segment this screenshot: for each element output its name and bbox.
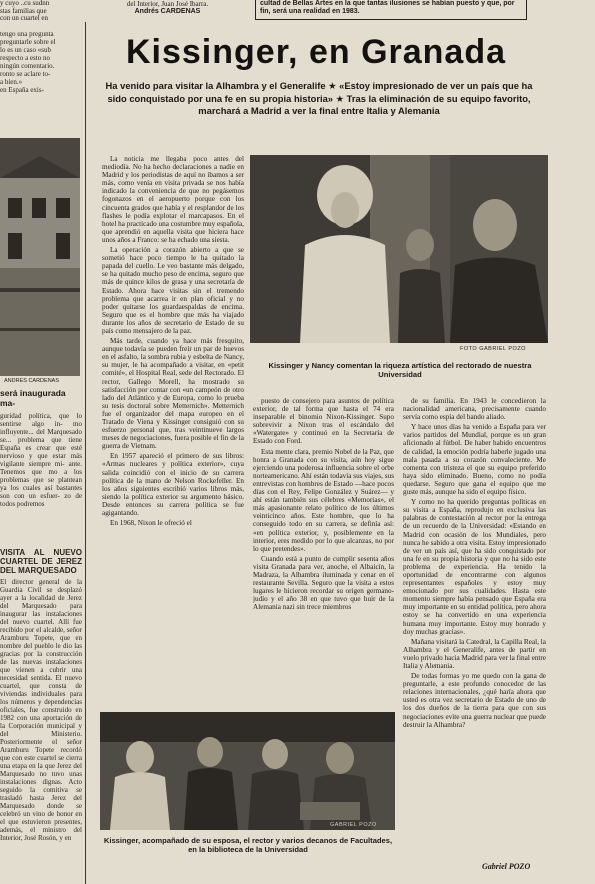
text-line: ronto se aclare to-: [0, 70, 51, 78]
text-line: a bien.»: [0, 78, 23, 86]
barracks-photo-art: [0, 138, 80, 376]
paragraph: En 1957 apareció el primero de sus libros: «Armas nucleares y política exterior», cuya salida coincidió con el inicio de su carrera política de la mano de Nelson Rockefeller. En los años siguientes escribió varios libros más, siendo la política exterior su argumento básico. Desde entonces su carrera política se fue agigantando.: [102, 452, 244, 518]
photo1-credit: FOTO GABRIEL POZO: [460, 346, 526, 352]
paragraph: La noticia me llegaba poco antes del mediodía. No ha hecho declaraciones a nadie en Madrid y los periodistas de aquí no íbamos a ser más, como venía en visita privada se nos había indicado la conveniencia de que no pegásemos fogonazos en el aeropuerto porque con los cincuenta grados que había y el resplandor de los flashes le podía explotar el marcapasos. En el hotel ha practicado una costumbre muy española, que aprendió en aquella visita que hiciera hace unos años a Franco: se ha echado una siesta.: [102, 155, 244, 244]
text-line: lo es un caso «sub: [0, 46, 51, 54]
text-line: del Interior, Juan José Ibarra.: [126, 0, 209, 8]
barracks-photo: [0, 138, 80, 376]
text-line: stas familias que: [0, 6, 47, 15]
paragraph: El director general de la Guardia Civil se desplazó ayer a la localidad de Jerez del Marquesado para inaugurar las instalaciones del nuevo cuartel. Allí fue recibido por el alcalde, señor Aramburu Topete, que en nombre del pueblo le dio las gracias por la construcción de las nuevas instalaciones que vienen a cubrir una necesidad sentida. El nuevo cuartel, que consta de viviendas individuales para los números y dependencias oficiales, fue construido en 1982 con una aportación de la Corporación municipal y del Ministerio. Posteriormente el señor Aramburu Topete recordó que con este cuartel se cierra una etapa en la que Jerez del Marquesado no tuvo unas instalaciones dignas. Acto seguido la comitiva se trasladó hasta Jerez del Marquesado donde se celebró un vino de honor en el que estuvieron presentes, además, el ministro del Interior, José Rosón, y en: [0, 578, 82, 842]
photo2-caption: Kissinger, acompañado de su esposa, el rector y varios decanos de Facultades, en la biblioteca de la Universidad: [103, 836, 393, 854]
paragraph: Y como no ha querido preguntas políticas en su visita a España, reprodujo en exclusiva las palabras de contestación al rector por la entrega de un recuerdo de la Universidad: «Estando en Madrid con ocasión de los Mundiales, pero nunca he sabido a otra visita. Estoy impresionado de ver un país así, que ha sido conquistado por una fe en su propia historia y que no ha sido este problema de experiencia. Ha tenido la oportunidad de encontrarme con algunos representantes españoles y estoy muy emocionado por sus cualidades. Hasta este momento siempre había pensado que España era muy importante en su entidad política, pero ahora estoy se ha convertido en una experiencia humana muy importante. Estoy muy honrado y doy muchas gracias».: [403, 498, 546, 636]
paragraph: Mañana visitará la Catedral, la Capilla Real, la Alhambra y el Generalife, antes de partir en vuelo privado hacia Madrid para ver la final entre Italia y Alemania.: [403, 637, 546, 670]
kissinger-nancy-photo-art: [250, 155, 548, 343]
text-line: preguntarle sobre el: [0, 38, 56, 46]
article-column-1: [102, 155, 244, 710]
top-right-box: cultad de Bellas Artes en la que tantas ilusiones se habían puesto y que, por fin, será una realidad en 1983.: [255, 0, 527, 20]
paragraph: De todas formas yo me quedo con la gana de preguntarle, a este profundo conocedor de las relaciones internacionales, ¿qué haría ahora que usted es otra vez secretario de Estado de uno de los dos dueños de la tierra para que con sus negociaciones evite una guerra nuclear que puede destruir la Alhambra?: [403, 672, 546, 729]
text-line: tengo una pregunta: [0, 30, 54, 38]
paragraph: Más tarde, cuando ya hace más fresquito, aunque todavía se pueden freír un par de huevos en el asfalto, la sombra rubia y esbelta de Nancy, su mujer, le ha acompañado a visitar, en «petit comité», el Hospital Real, sede del Rectorado. El rector, Gallego Morell, ha mostrado su satisfacción por contar con «un campeón de otro lado del Atlántico y de Europa, como lo prueba su tesis doctoral sobre Metternich». Metternich fue el organizador del mapa europeo en el Tratado de Viena y Kissinger consiguió con su esfuerzo personal que, tras veintinueve largos meses de negociaciones, fuera posible el fin de la guerra de Vietnam.: [102, 337, 244, 451]
text-line: con un cuartel en: [0, 14, 49, 22]
paragraph: Esta mente clara, premio Nobel de la Paz, que honra a Granada con su visita, aún hoy sigue ejerciendo una poderosa influencia sobre el orbe norteamericano. Ahí están todavía sus viajes, sus entrevistas con hombres de Estado —hace pocos días con el Rey, Felipe González y Suárez— y ahí están también sus célebres «Memorias», el más apasionante relato político de los últimos veinticinco años. Este hombre, que lo ha conseguido todo en su carrera, se definía así: «en política exterior, y, posiblemente en la interior, eres medido por lo que alcanzas, no por lo que pretendes».: [253, 447, 394, 553]
library-photo-art: [100, 712, 395, 830]
text-line: y cuyo ..cu sudnn: [0, 0, 50, 7]
text-line: respecto a esto no: [0, 54, 50, 62]
paragraph: Cuando está a punto de cumplir sesenta años visita Granada para ver, anoche, el Albaicín, la Madraza, la Alhambra iluminada y cenar en el restaurante Sevilla. Seguro que la visita a estos lugares le hicieron recordar su origen germano-judío y el año 38 en que tuvo que huir de la Alemania nazi sin trece miembros: [253, 554, 394, 612]
sidebar-subheadline: VISITA AL NUEVO CUARTEL DE JEREZ DEL MARQUESADO: [0, 548, 82, 575]
article-headline: Kissinger, en Granada: [125, 33, 507, 71]
author-byline: Andrés CARDENAS: [134, 8, 201, 15]
paragraph: puesto de consejero para asuntos de política exterior, de tal forma que hasta el 74 era inseparable el binomio Nixon-Kissinger. Supo sobrevivir a Nixon tras el escándalo del «Watergate» y continuó en la Secretaría de Estado con Ford.: [253, 397, 394, 446]
article-signature: Gabriel POZO: [482, 862, 531, 871]
text-line: en España exis-: [0, 86, 44, 94]
column-divider: [85, 22, 86, 884]
text-line: ningún comentario.: [0, 62, 55, 70]
top-mid-text: [95, 0, 240, 22]
article-deck: Ha venido para visitar la Alhambra y el Generalife ★ «Estoy impresionado de ver un país que ha sido conquistado por una fe en su propia historia» ★ Tras la eliminación de su equipo favorito, marchará a Madrid a ver la final entre Italia y Alemania: [105, 80, 533, 116]
photo2-credit: GABRIEL POZO: [330, 822, 377, 828]
photo1-caption: Kissinger y Nancy comentan la riqueza artística del rectorado de nuestra Universidad: [268, 361, 532, 379]
paragraph: Y hace unos días ha venido a España para ver varios partidos del Mundial, porque es un gran aficionado al fútbol. De haber habido encuentros de calidad, la emoción podría haberle jugado una mala pasada a su corazón convaleciente. Me comenta con tristeza el que su equipo preferido haya sido eliminado. Bueno, como no podía quedarse. Seguro que gana el equipo que me guste más, aunque ha sido el equipo físico.: [403, 423, 546, 497]
paragraph: guridad política, que lo sentirse algo in- mo influyente... del Marquesado se... problema que tiene España es crear que esté nervioso y que estar más vigilante siempre mi- ante. Tenemos que mo a los problemas que se plantean ya los cuales así bastantes son con un esfuer- zo de todos podremos: [0, 412, 82, 508]
sidebar-body-b: [0, 544, 82, 880]
barracks-photo-credit: ANDRES CARDENAS: [4, 378, 60, 384]
article-column-3: [403, 397, 546, 859]
article-column-2: [253, 397, 394, 710]
sidebar-headline: será inaugurada ma-: [0, 388, 66, 408]
kissinger-nancy-photo: [250, 155, 548, 343]
top-left-text: [0, 0, 82, 22]
library-photo: [100, 712, 395, 830]
paragraph: de su familia. En 1943 le concedieron la nacionalidad americana, precisamente cuando servía como espía del bando aliado.: [403, 397, 546, 422]
paragraph: En 1968, Nixon le ofreció el: [110, 519, 192, 528]
sidebar-body-a: [0, 412, 82, 540]
paragraph: La operación a corazón abierto a que se sometió hace poco tiempo le ha quitado la papada del cuello. Le veo bastante más delgado, se ha quitado mucho peso de encima, seguro que más de quince kilos de grasa y una secretaría de Estado. Ahora hace visitas sin el tremendo problema que acarrea ir en plan oficial y no poder quitarse los guardaespaldas de encima. Seguro que es el hombre que más ha viajado durante los años de secretario de Estado de su país como mensajero de la paz.: [102, 246, 244, 335]
top-strip: [0, 0, 595, 22]
sidebar-top-text: [0, 30, 82, 138]
